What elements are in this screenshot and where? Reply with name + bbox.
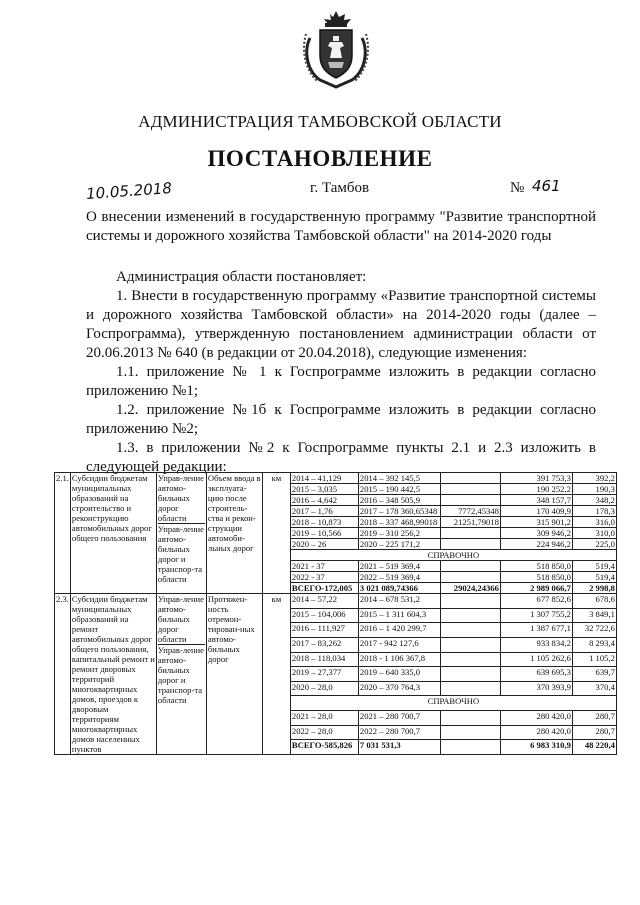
table-cell: 190,3	[572, 484, 616, 495]
table-cell: 2017 – 83,262	[290, 637, 358, 652]
table-cell	[440, 473, 500, 484]
table-cell: 1 307 755,2	[500, 608, 572, 623]
executor	[156, 473, 206, 594]
table-cell: 518 850,0	[500, 572, 572, 583]
table-cell: 2020 – 370 764,3	[358, 681, 440, 696]
row-number: 2.3.	[55, 594, 71, 755]
table-cell: 8 293,4	[572, 637, 616, 652]
table-cell: 7 031 531,3	[358, 740, 440, 755]
table-cell	[440, 608, 500, 623]
table-cell	[440, 495, 500, 506]
table-cell: 2016 – 348 505,9	[358, 495, 440, 506]
table-cell: 32 722,6	[572, 623, 616, 638]
table-cell: 224 946,2	[500, 539, 572, 550]
document-date: 10.05.2018	[85, 179, 173, 203]
document-body	[86, 268, 596, 477]
table-cell: 2020 – 225 171,2	[358, 539, 440, 550]
table-cell: 2015 – 104,006	[290, 608, 358, 623]
table-cell: 1 105 262,6	[500, 652, 572, 667]
intro-paragraph: Администрация области постановляет:	[116, 269, 367, 285]
table-cell: 2016 – 4,642	[290, 495, 358, 506]
table-cell: 2016 – 111,927	[290, 623, 358, 638]
table-cell	[440, 711, 500, 726]
table-cell: 678,6	[572, 594, 616, 609]
indicator-name: Объем ввода в эксплуата-цию после строитель-ства и рекон-струкции автомоби-льных дорог	[206, 473, 262, 594]
table-cell: 6 983 310,9	[500, 740, 572, 755]
table-cell: 519,4	[572, 572, 616, 583]
table-cell: 392,2	[572, 473, 616, 484]
unit: км	[262, 594, 290, 755]
table-cell	[440, 539, 500, 550]
table-cell	[440, 561, 500, 572]
agency-name: АДМИНИСТРАЦИЯ ТАМБОВСКОЙ ОБЛАСТИ	[138, 112, 502, 131]
executor	[156, 594, 206, 755]
row-number: 2.1.	[55, 473, 71, 594]
unit: км	[262, 473, 290, 594]
table-cell: 370,4	[572, 681, 616, 696]
executor-1: Управ-ление автомо-бильных дорог области	[157, 473, 204, 523]
table-cell: 2014 – 57,22	[290, 594, 358, 609]
reference-label: СПРАВОЧНО	[290, 696, 616, 711]
table-cell: 315 901,2	[500, 517, 572, 528]
table-cell: 2019 – 10,566	[290, 528, 358, 539]
table-cell: ВСЕГО-172,005	[290, 583, 358, 594]
table-cell: 2020 – 26	[290, 539, 358, 550]
table-cell: 2017 – 178 360,65348	[358, 506, 440, 517]
table-cell: 2021 – 28,0	[290, 711, 358, 726]
executor-2: Управ-ление автомо-бильных дорог и транспор-та области	[157, 645, 204, 705]
table-cell: 639 695,3	[500, 667, 572, 682]
table-cell: 2016 – 1 420 299,7	[358, 623, 440, 638]
table-cell	[440, 484, 500, 495]
table-cell: 2017 - 942 127,6	[358, 637, 440, 652]
table-cell: 1 387 677,1	[500, 623, 572, 638]
table-cell	[440, 623, 500, 638]
table-cell: 2022 - 37	[290, 572, 358, 583]
document-number-label: №	[510, 180, 525, 196]
table-cell: 2021 – 280 700,7	[358, 711, 440, 726]
table-cell: 170 409,9	[500, 506, 572, 517]
table-cell: 391 753,3	[500, 473, 572, 484]
table-cell: 178,3	[572, 506, 616, 517]
table-cell	[440, 637, 500, 652]
table-cell: 370 393,9	[500, 681, 572, 696]
table-cell	[440, 667, 500, 682]
table-cell	[440, 725, 500, 740]
table-cell: 519,4	[572, 561, 616, 572]
table-cell: 2022 – 519 369,4	[358, 572, 440, 583]
table-cell: 2017 – 1,76	[290, 506, 358, 517]
table-row	[55, 473, 617, 484]
table-cell: 280 420,0	[500, 711, 572, 726]
table-cell	[440, 652, 500, 667]
table-cell: 48 220,4	[572, 740, 616, 755]
paragraph-1-2: 1.2. приложение №1б к Госпрограмме изложить в редакции согласно приложению №2;	[86, 402, 596, 437]
table-cell: 2 989 066,7	[500, 583, 572, 594]
table-cell: 2018 - 1 106 367,8	[358, 652, 440, 667]
document-title: ПОСТАНОВЛЕНИЕ	[207, 146, 433, 171]
table-cell: 2018 – 10,873	[290, 517, 358, 528]
table-cell: ВСЕГО-585,826	[290, 740, 358, 755]
document-number: 461	[532, 177, 561, 195]
table-cell: 2019 – 27,377	[290, 667, 358, 682]
measure-name: Субсидии бюджетам муниципальных образований на ремонт автомобильных дорог общего пользования, капитальный ремонт и ремонт дворовых территорий многоквартирных домов, проездов к дворовым территориям многоквартирных домов населенных пунктов	[71, 594, 155, 754]
paragraph-1-3: 1.3. в приложении №2 к Госпрограмме пункты 2.1 и 2.3 изложить в следующей редакции:	[86, 440, 596, 475]
table-cell: 1 105,2	[572, 652, 616, 667]
table-cell: 2014 – 41,129	[290, 473, 358, 484]
table-cell: 316,0	[572, 517, 616, 528]
table-cell: 280 420,0	[500, 725, 572, 740]
table-cell: 2021 - 37	[290, 561, 358, 572]
measure-name: Субсидии бюджетам муниципальных образований на строительство и реконструкцию автомобильных дорог общего пользования	[70, 473, 156, 594]
table-cell: 2022 – 280 700,7	[358, 725, 440, 740]
table-cell: 280,7	[572, 711, 616, 726]
table-cell: 2015 – 3,035	[290, 484, 358, 495]
table-cell: 225,0	[572, 539, 616, 550]
table-cell: 2014 – 678 531,2	[358, 594, 440, 609]
program-table	[54, 472, 617, 755]
table-cell: 190 252,2	[500, 484, 572, 495]
table-cell	[440, 681, 500, 696]
table-cell: 933 834,2	[500, 637, 572, 652]
table-cell	[440, 572, 500, 583]
table-cell: 639,7	[572, 667, 616, 682]
table-cell: 2 998,8	[572, 583, 616, 594]
table-cell: 2014 – 392 145,5	[358, 473, 440, 484]
table-cell: 2018 – 118,034	[290, 652, 358, 667]
table-section-2-3	[55, 594, 617, 755]
coat-of-arms-icon	[300, 8, 372, 90]
document-subject: О внесении изменений в государственную программу "Развитие транспортной системы и дорожного хозяйства Тамбовской области" на 2014-2020 годы	[86, 209, 596, 244]
indicator-name: Протяжен-ность отремон-тирован-ных автомо-бильных дорог	[206, 594, 262, 755]
table-cell: 29024,24366	[440, 583, 500, 594]
table-section-2-1	[55, 473, 617, 594]
table-cell: 348,2	[572, 495, 616, 506]
document-city: г. Тамбов	[310, 180, 370, 196]
table-row	[55, 594, 617, 609]
table-cell: 2015 – 190 442,5	[358, 484, 440, 495]
table-cell: 2019 – 640 335,0	[358, 667, 440, 682]
table-cell: 2015 – 1 311 604,3	[358, 608, 440, 623]
table-cell: 677 852,6	[500, 594, 572, 609]
table-cell: 2022 – 28,0	[290, 725, 358, 740]
table-cell: 309 946,2	[500, 528, 572, 539]
table-cell: 21251,79018	[440, 517, 500, 528]
table-cell: 7772,45348	[440, 506, 500, 517]
paragraph-1-1: 1.1. приложение № 1 к Госпрограмме изложить в редакции согласно приложению №1;	[86, 364, 596, 399]
table-cell: 518 850,0	[500, 561, 572, 572]
table-cell: 2020 – 28,0	[290, 681, 358, 696]
table-cell: 3 849,1	[572, 608, 616, 623]
executor-1: Управ-ление автомо-бильных дорог области	[157, 594, 204, 644]
table-cell	[440, 740, 500, 755]
table-cell: 280,7	[572, 725, 616, 740]
table-cell: 310,0	[572, 528, 616, 539]
paragraph-1: 1. Внести в государственную программу «Развитие транспортной системы и дорожного хозяйства Тамбовской области» на 2014-2020 годы (далее – Госпрограмма), утвержденную постановлением администрации области от 20.06.2013 № 640 (в редакции от 20.04.2018), следующие изменения:	[86, 288, 596, 361]
table-cell: 2021 – 519 369,4	[358, 561, 440, 572]
table-cell: 2019 – 310 256,2	[358, 528, 440, 539]
table-cell: 348 157,7	[500, 495, 572, 506]
table-cell: 2018 – 337 468,99018	[358, 517, 440, 528]
table-cell	[440, 594, 500, 609]
table-cell	[440, 528, 500, 539]
reference-label: СПРАВОЧНО	[290, 550, 616, 561]
table-cell: 3 021 089,74366	[358, 583, 440, 594]
executor-2: Управ-ление автомо-бильных дорог и транспор-та области	[157, 524, 204, 584]
